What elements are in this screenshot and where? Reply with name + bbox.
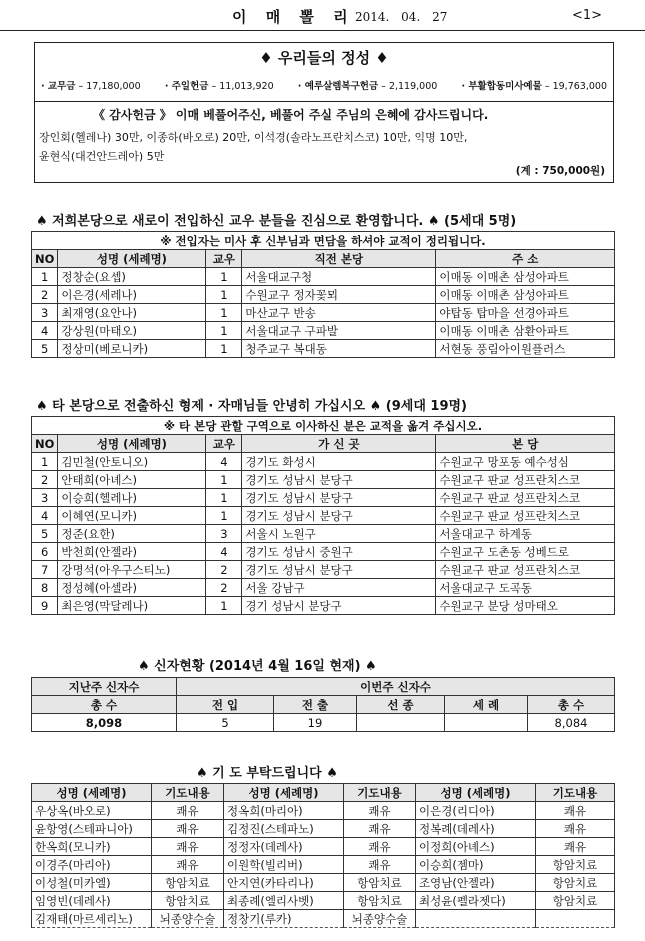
table-cell: 야탑동 탑마을 선경아파트 [436,304,615,322]
table-cell: 쾌유 [344,838,416,856]
table-cell: 뇌종양수술 [344,910,416,928]
table-cell: 수원교구 판교 성프란치스코 [436,561,615,579]
page-number: <1> [572,8,603,23]
table-cell: 3 [206,525,242,543]
table-cell: 정상미(베로니카) [58,340,206,358]
table-cell: 경기도 화성시 [242,453,436,471]
table-cell: 수원교구 정자꽃뫼 [242,286,436,304]
table-cell: 정성혜(아셀라) [58,579,206,597]
departures-heading: ♠ 타 본당으로 전출하신 형제 · 자매님들 안녕히 가십시오 ♠ (9세대 19명) [36,399,468,414]
table-row [32,874,615,892]
table-cell: 1 [32,453,58,471]
table-cell: 9 [32,597,58,615]
table-cell: 경기도 성남시 분당구 [242,489,436,507]
bulletin-date: 2014. 04. 27 [355,10,448,24]
table-row [32,525,615,543]
table-cell: 항암치료 [536,892,615,910]
table-cell: 4 [32,322,58,340]
table-row [32,543,615,561]
col-header: 본 당 [436,435,615,453]
table-row [32,489,615,507]
stats-heading: ♠ 신자현황 (2014년 4월 16일 현재) ♠ [138,659,377,674]
table-cell: 안지연(카타리나) [224,874,344,892]
table-row [32,471,615,489]
table-cell: 5 [32,525,58,543]
col-header: 기도내용 [152,784,224,802]
table-cell: 항암치료 [344,874,416,892]
table-cell: 서울대교구 도곡동 [436,579,615,597]
col-header: 총 수 [528,696,615,714]
col-header: 직전 본당 [242,250,436,268]
table-cell: 이매동 이매촌 삼환아파트 [436,322,615,340]
table-cell: 박천희(안젤라) [58,543,206,561]
newcomers-heading: ♠ 저희본당으로 새로이 전입하신 교우 분들을 진심으로 환영합니다. ♠ (5세대 5명) [36,214,517,229]
col-header: 성명 (세례명) [58,435,206,453]
table-row [32,820,615,838]
departures-note: ※ 타 본당 관할 구역으로 이사하신 분은 교적을 옮겨 주십시오. [32,417,615,435]
stat-value: 8,098 [32,714,177,732]
table-cell: 윤항영(스테파니아) [32,820,152,838]
offering-items [35,78,613,92]
table-cell: 2 [32,286,58,304]
table-cell: 김정진(스테파노) [224,820,344,838]
table-cell: 3 [32,489,58,507]
table-cell: 경기도 성남시 중원구 [242,543,436,561]
table-cell: 최종례(엘리사벳) [224,892,344,910]
table-cell: 정정자(데레사) [224,838,344,856]
stat-value: 19 [274,714,357,732]
col-header: 전 입 [177,696,274,714]
table-cell: 정복례(데레사) [416,820,536,838]
stat-value: 8,084 [528,714,615,732]
col-header: 성명 (세례명) [224,784,344,802]
table-cell: 1 [206,322,242,340]
table-cell: 뇌종양수술 [152,910,224,928]
table-cell: 마산교구 반송 [242,304,436,322]
stats-table [31,677,615,732]
table-row [32,340,615,358]
newcomers-note: ※ 전입자는 미사 후 신부님과 면담을 하셔야 교적이 정리됩니다. [32,232,615,250]
table-cell [416,910,536,928]
table-cell: 쾌유 [536,838,615,856]
table-row [32,597,615,615]
table-cell: 수원교구 판교 성프란치스코 [436,507,615,525]
table-cell: 쾌유 [344,856,416,874]
table-cell: 2 [206,579,242,597]
table-cell: 1 [206,340,242,358]
table-cell: 정창순(요셉) [58,268,206,286]
table-cell: 쾌유 [536,802,615,820]
table-cell: 경기도 성남시 분당구 [242,507,436,525]
stat-value [357,714,445,732]
table-row [32,579,615,597]
table-row [32,561,615,579]
col-header: 교우 [206,250,242,268]
table-cell: 1 [206,286,242,304]
table-cell: 항암치료 [152,874,224,892]
table-cell: 안태희(아녜스) [58,471,206,489]
table-cell: 청주교구 복대동 [242,340,436,358]
table-cell: 최재영(요안나) [58,304,206,322]
col-header: 주 소 [436,250,615,268]
table-cell: 서울대교구청 [242,268,436,286]
table-cell: 2 [32,471,58,489]
page-header [0,4,645,31]
table-cell: 최성윤(펠라젯다) [416,892,536,910]
table-cell: 항암치료 [536,856,615,874]
table-cell: 7 [32,561,58,579]
table-cell [536,910,615,928]
col-header: 교우 [206,435,242,453]
col-header: 성명 (세례명) [32,784,152,802]
table-cell: 4 [206,543,242,561]
table-cell: 정준(요한) [58,525,206,543]
table-cell: 쾌유 [152,856,224,874]
table-cell: 임영빈(데레사) [32,892,152,910]
table-row [32,838,615,856]
table-row [32,507,615,525]
table-cell: 서울시 노원구 [242,525,436,543]
table-cell: 1 [206,507,242,525]
table-cell: 경기도 성남시 분당구 [242,561,436,579]
col-header: NO [32,250,58,268]
table-cell: 서현동 풍림아이원플러스 [436,340,615,358]
last-week-header: 지난주 신자수 [32,678,177,696]
table-cell: 쾌유 [344,802,416,820]
table-cell: 강상원(마태오) [58,322,206,340]
table-row [32,910,615,928]
table-cell: 최은영(막달레나) [58,597,206,615]
table-row [32,268,615,286]
table-cell: 5 [32,340,58,358]
newcomers-table [31,231,615,358]
table-cell: 이성철(미카엘) [32,874,152,892]
table-cell: 쾌유 [152,838,224,856]
table-cell: 정옥희(마리아) [224,802,344,820]
col-header: NO [32,435,58,453]
table-cell: 수원교구 분당 성마태오 [436,597,615,615]
table-cell: 경기도 성남시 분당구 [242,471,436,489]
table-cell: 이혜연(모니카) [58,507,206,525]
table-row [32,304,615,322]
thanks-title: 《 감사헌금 》 이매 베풀어주신, 베풀어 주실 주님의 은혜에 감사드립니다. [93,108,489,122]
table-cell: 1 [206,268,242,286]
offering-item: · 부활합동미사예물 – 19,763,000 [461,81,607,92]
col-header: 가 신 곳 [242,435,436,453]
table-cell: 강명석(아우구스티노) [58,561,206,579]
table-cell: 이승희(헬레나) [58,489,206,507]
table-cell: 이은경(리디아) [416,802,536,820]
table-cell: 이은경(세레나) [58,286,206,304]
table-cell: 조영남(안젤라) [416,874,536,892]
col-header: 성명 (세례명) [58,250,206,268]
table-cell: 쾌유 [344,820,416,838]
table-cell: 1 [206,471,242,489]
table-cell: 서울대교구 구파발 [242,322,436,340]
col-header: 기도내용 [536,784,615,802]
table-cell: 쾌유 [536,820,615,838]
bulletin-title: 이 매 뽈 리 [232,8,355,26]
offering-item: · 주일헌금 – 11,013,920 [164,81,274,92]
table-cell: 이원학(빌리버) [224,856,344,874]
col-header: 선 종 [357,696,445,714]
table-cell: 항암치료 [536,874,615,892]
table-cell: 항암치료 [152,892,224,910]
table-cell: 이매동 이매촌 삼성아파트 [436,268,615,286]
table-cell: 쾌유 [152,820,224,838]
departures-table [31,416,615,615]
col-header: 총 수 [32,696,177,714]
offering-item: · 교무금 – 17,180,000 [41,81,141,92]
thanks-box [34,100,614,183]
table-cell: 6 [32,543,58,561]
table-cell: 2 [206,561,242,579]
table-cell: 수원교구 망포동 예수성심 [436,453,615,471]
col-header: 성명 (세례명) [416,784,536,802]
table-cell: 이경주(마리아) [32,856,152,874]
table-cell: 수원교구 도촌동 성베드로 [436,543,615,561]
table-cell: 수원교구 판교 성프란치스코 [436,489,615,507]
table-cell: 서울대교구 하계동 [436,525,615,543]
table-cell: 서울 강남구 [242,579,436,597]
stat-value [445,714,528,732]
table-cell: 우상옥(바오로) [32,802,152,820]
table-row [32,322,615,340]
table-cell: 한옥희(모니카) [32,838,152,856]
stat-value: 5 [177,714,274,732]
offering-item: · 예루살렘복구헌금 – 2,119,000 [297,81,438,92]
col-header: 기도내용 [344,784,416,802]
col-header: 세 례 [445,696,528,714]
table-cell: 이승희(젬마) [416,856,536,874]
table-cell: 정창기(루카) [224,910,344,928]
table-cell: 김민철(안토니오) [58,453,206,471]
table-cell: 1 [206,597,242,615]
table-cell: 1 [206,304,242,322]
table-cell: 수원교구 판교 성프란치스코 [436,471,615,489]
table-cell: 1 [206,489,242,507]
col-header: 전 출 [274,696,357,714]
prayer-table [31,783,615,928]
prayer-heading: ♠ 기 도 부탁드립니다 ♠ [196,766,338,781]
thanks-total: (계 : 750,000원) [515,165,605,177]
table-cell: 4 [32,507,58,525]
table-row [32,286,615,304]
offering-box [34,42,614,102]
table-cell: 이매동 이매촌 삼성아파트 [436,286,615,304]
table-cell: 1 [32,268,58,286]
table-cell: 3 [32,304,58,322]
thanks-donors: 장인회(헬레나) 30만, 이종하(바오로) 20만, 이석경(솔라노프란치스코) 10만, 익명 10만, 윤현식(대건안드레아) 5만 [39,131,468,163]
table-cell: 이정희(아녜스) [416,838,536,856]
table-row [32,453,615,471]
table-cell: 항암치료 [344,892,416,910]
table-cell: 4 [206,453,242,471]
table-cell: 김재태(마르세리노) [32,910,152,928]
offering-title: ♦ 우리들의 정성 ♦ [259,49,389,67]
table-cell: 쾌유 [152,802,224,820]
table-row [32,802,615,820]
table-cell: 8 [32,579,58,597]
table-row [32,892,615,910]
this-week-header: 이번주 신자수 [177,678,615,696]
table-row [32,856,615,874]
table-cell: 경기 성남시 분당구 [242,597,436,615]
